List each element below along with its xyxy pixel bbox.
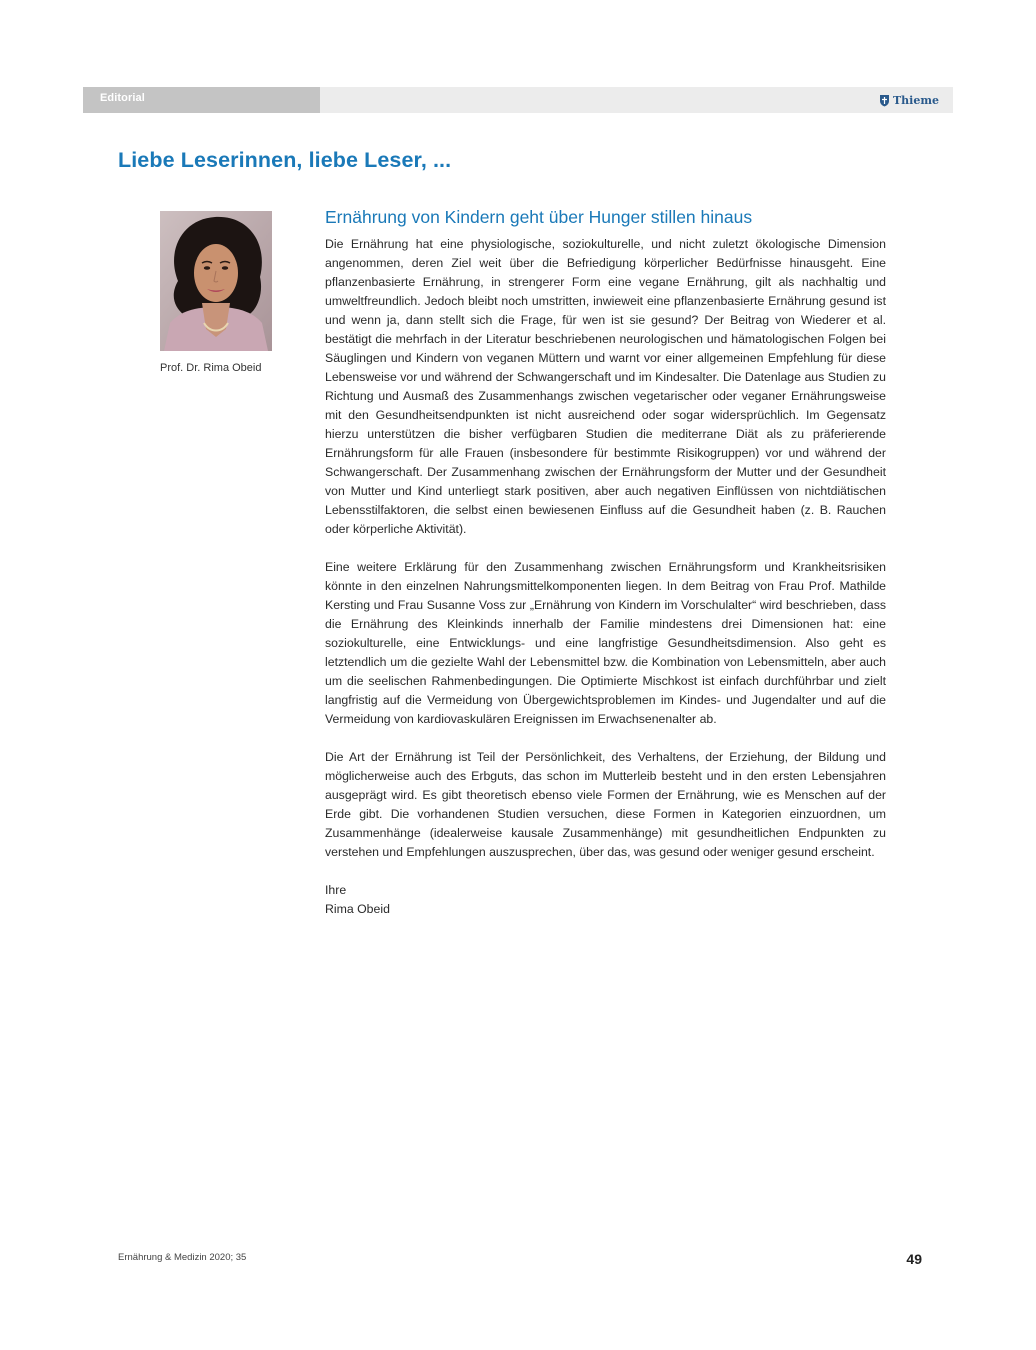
page-number: 49 [906,1251,922,1267]
article-paragraph: Eine weitere Erklärung für den Zusammenhang zwischen Ernährungsform und Krankheitsrisiken könnte in den einzelnen Nahrungsmittelkomponenten liegen. In dem Beitrag von Frau Prof. Mathilde Kersting und Frau Susanne Voss zur „Ernährung von Kindern im Vorschulalter“ wird beschrieben, dass die Ernährung des Kleinkinds innerhalb der Familie mindestens drei Dimensionen hat: eine soziokulturelle, eine Entwicklungs- und eine langfristige Gesundheitsdimension. Also geht es letztendlich um die gezielte Wahl der Lebensmittel bzw. die Kombination von Lebensmitteln, aber auch um die seelischen Rahmenbedingungen. Die Optimierte Mischkost ist einfach durchführbar und zielt langfristig auf die Vermeidung von Übergewichtsproblemen im Kindes- und Jugendalter und auf die Vermeidung von kardiovaskulären Ereignissen im Erwachsenenalter ab. [325,560,886,726]
article-subtitle: Ernährung von Kindern geht über Hunger stillen hinaus [325,207,753,227]
portrait-caption: Prof. Dr. Rima Obeid [160,362,262,374]
publisher-logo [879,93,939,107]
article-paragraph: Die Ernährung hat eine physiologische, soziokulturelle, und nicht zuletzt ökologische Dimension angenommen, deren Ziel weit über die Befriedigung körperlicher Bedürfnisse hinausgeht. Eine pflanzenbasierte Ernährung, in strengerer Form eine vegane Ernährung, gilt als nachhaltig und umweltfreundlich. Jedoch bleibt noch umstritten, inwieweit eine pflanzenbasierte Ernährung gesund ist und wenn ja, dann stellt sich die Frage, für wen ist sie gesund? Der Beitrag von Wiederer et al. bestätigt die mehrfach in der Literatur beschriebenen neurologischen und hämatologischen Folgen bei Säuglingen und Kindern von veganen Müttern und warnt vor einer allgemeinen Empfehlung für diese Lebensweise vor und während der Schwangerschaft und im Kindesalter. Die Datenlage aus Studien zu Richtung und Ausmaß des Zusammenhangs zwischen vegetarischer oder veganer Ernährungsweise mit den Gesundheitsendpunkten ist nicht ausreichend oder sogar widersprüchlich. Im Gegensatz hierzu unterstützen die bisher verfügbaren Studien die mediterrane Diät als zu präferierende Ernährungsform für alle Frauen (insbesondere für bestimmte Risikogruppen) vor und während der Schwangerschaft. Der Zusammenhang zwischen der Ernährungsform der Mutter und der Gesundheit von Mutter und Kind unterliegt stark positiven, aber auch negativen Einflüssen von nichtdiätischen Lebensstilfaktoren, die selbst einen bewiesenen Einfluss auf die Gesundheit haben (z. B. Rauchen oder körperliche Aktivität). [325,237,886,536]
section-tab [83,87,320,113]
signature-block [325,881,886,919]
article-paragraph: Die Art der Ernährung ist Teil der Persönlichkeit, des Verhaltens, der Erziehung, der Bildung und möglicherweise auch des Erbguts, das schon im Mutterleib besteht und in den ersten Lebensjahren ausgeprägt wird. Es gibt theoretisch ebenso viele Formen der Ernährung, wie es Menschen auf der Erde gibt. Die vorhandenen Studien versuchen, diese Formen in Kategorien einzuordnen, um Zusammenhänge (idealerweise kausale Zusammenhänge) mit gesundheitlichen Endpunkten zu verstehen und Empfehlungen auszusprechen, über das, was gesund oder weniger gesund erscheint. [325,750,886,859]
article [325,205,886,919]
publisher-name: Thieme [893,93,939,107]
journal-citation: Ernährung & Medizin 2020; 35 [118,1252,247,1263]
author-portrait [160,211,272,351]
page-title: Liebe Leserinnen, liebe Leser, ... [118,148,452,172]
thieme-crest-icon [879,94,890,107]
header-bar [83,87,953,113]
signoff: Ihre [325,883,347,897]
author-signature: Rima Obeid [325,902,390,916]
section-label: Editorial [100,92,145,104]
